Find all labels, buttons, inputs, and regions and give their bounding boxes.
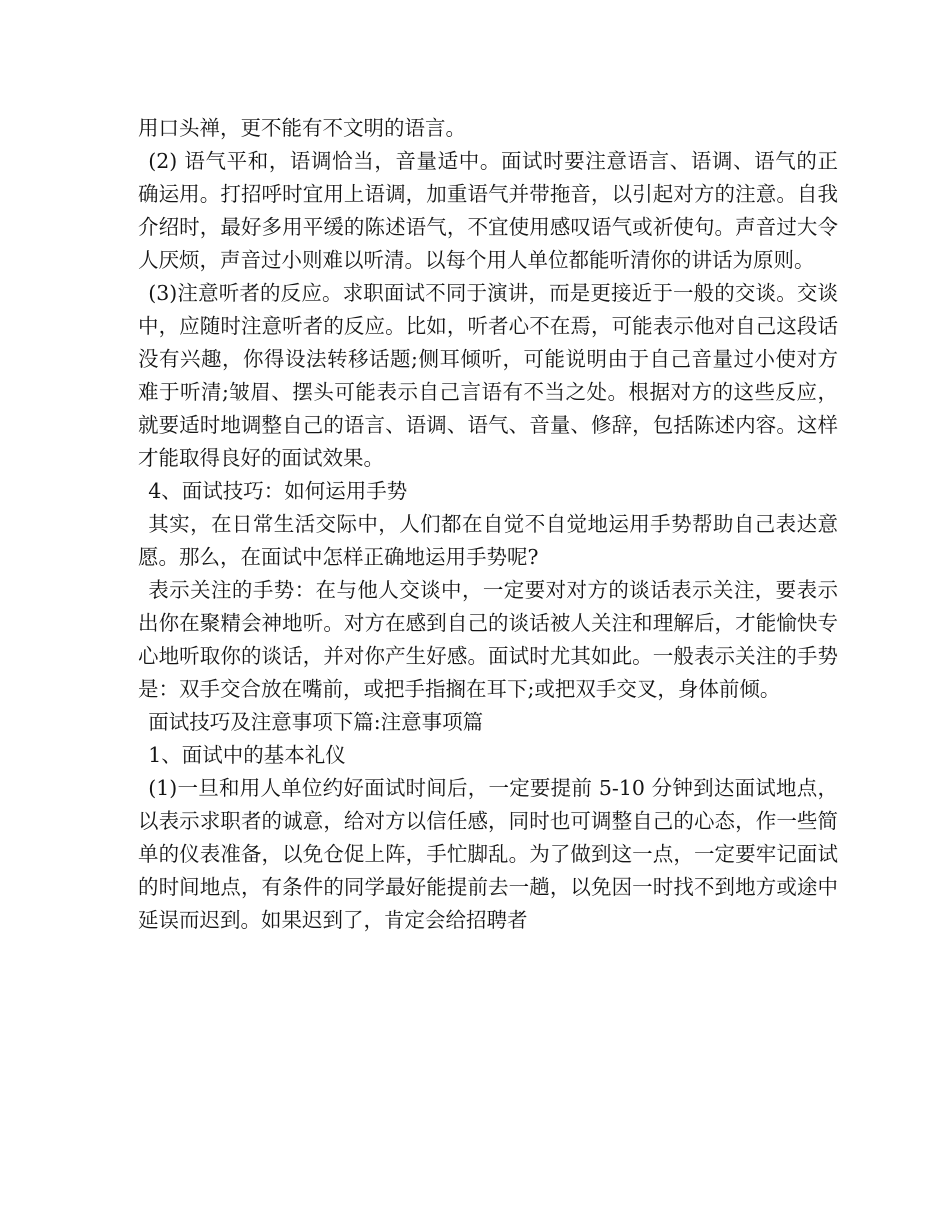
document-body <box>138 112 838 937</box>
part-heading-notes: 面试技巧及注意事项下篇:注意事项篇 <box>148 710 484 734</box>
section-heading-gestures: 4、面试技巧：如何运用手势 <box>148 479 408 503</box>
paragraph-5: 其实，在日常生活交际中，人们都在自觉不自觉地运用手势帮助自己表达意愿。那么，在面试中怎样正确地运用手势呢? <box>138 512 838 569</box>
paragraph-6: 表示关注的手势：在与他人交谈中，一定要对对方的谈话表示关注，要表示出你在聚精会神地听。对方在感到自己的谈话被人关注和理解后，才能愉快专心地听取你的谈话，并对你产生好感。面试时尤其如此。一般表示关注的手势是：双手交合放在嘴前，或把手指搁在耳下;或把双手交叉，身体前倾。 <box>138 578 838 701</box>
paragraph-9: (1)一旦和用人单位约好面试时间后，一定要提前 5-10 分钟到达面试地点，以表示求职者的诚意，给对方以信任感，同时也可调整自己的心态，作一些简单的仪表准备，以免仓促上阵，手忙脚乱。为了做到这一点，一定要牢记面试的时间地点，有条件的同学最好能提前去一趟，以免因一时找不到地方或途中延误而迟到。如果迟到了，肯定会给招聘者 <box>138 776 838 932</box>
paragraph-1: 用口头禅，更不能有不文明的语言。 <box>138 116 466 140</box>
paragraph-3: (3)注意听者的反应。求职面试不同于演讲，而是更接近于一般的交谈。交谈中，应随时注意听者的反应。比如，听者心不在焉，可能表示他对自己这段话没有兴趣，你得设法转移话题;侧耳倾听，可能说明由于自己音量过小使对方难于听清;皱眉、摆头可能表示自己言语有不当之处。根据对方的这些反应，就要适时地调整自己的语言、语调、语气、音量、修辞，包括陈述内容。这样才能取得良好的面试效果。 <box>138 281 838 470</box>
section-heading-etiquette: 1、面试中的基本礼仪 <box>148 743 346 767</box>
paragraph-2: (2) 语气平和，语调恰当，音量适中。面试时要注意语言、语调、语气的正确运用。打招呼时宜用上语调，加重语气并带拖音，以引起对方的注意。自我介绍时，最好多用平缓的陈述语气，不宜使用感叹语气或祈使句。声音过大令人厌烦，声音过小则难以听清。以每个用人单位都能听清你的讲话为原则。 <box>138 149 838 272</box>
